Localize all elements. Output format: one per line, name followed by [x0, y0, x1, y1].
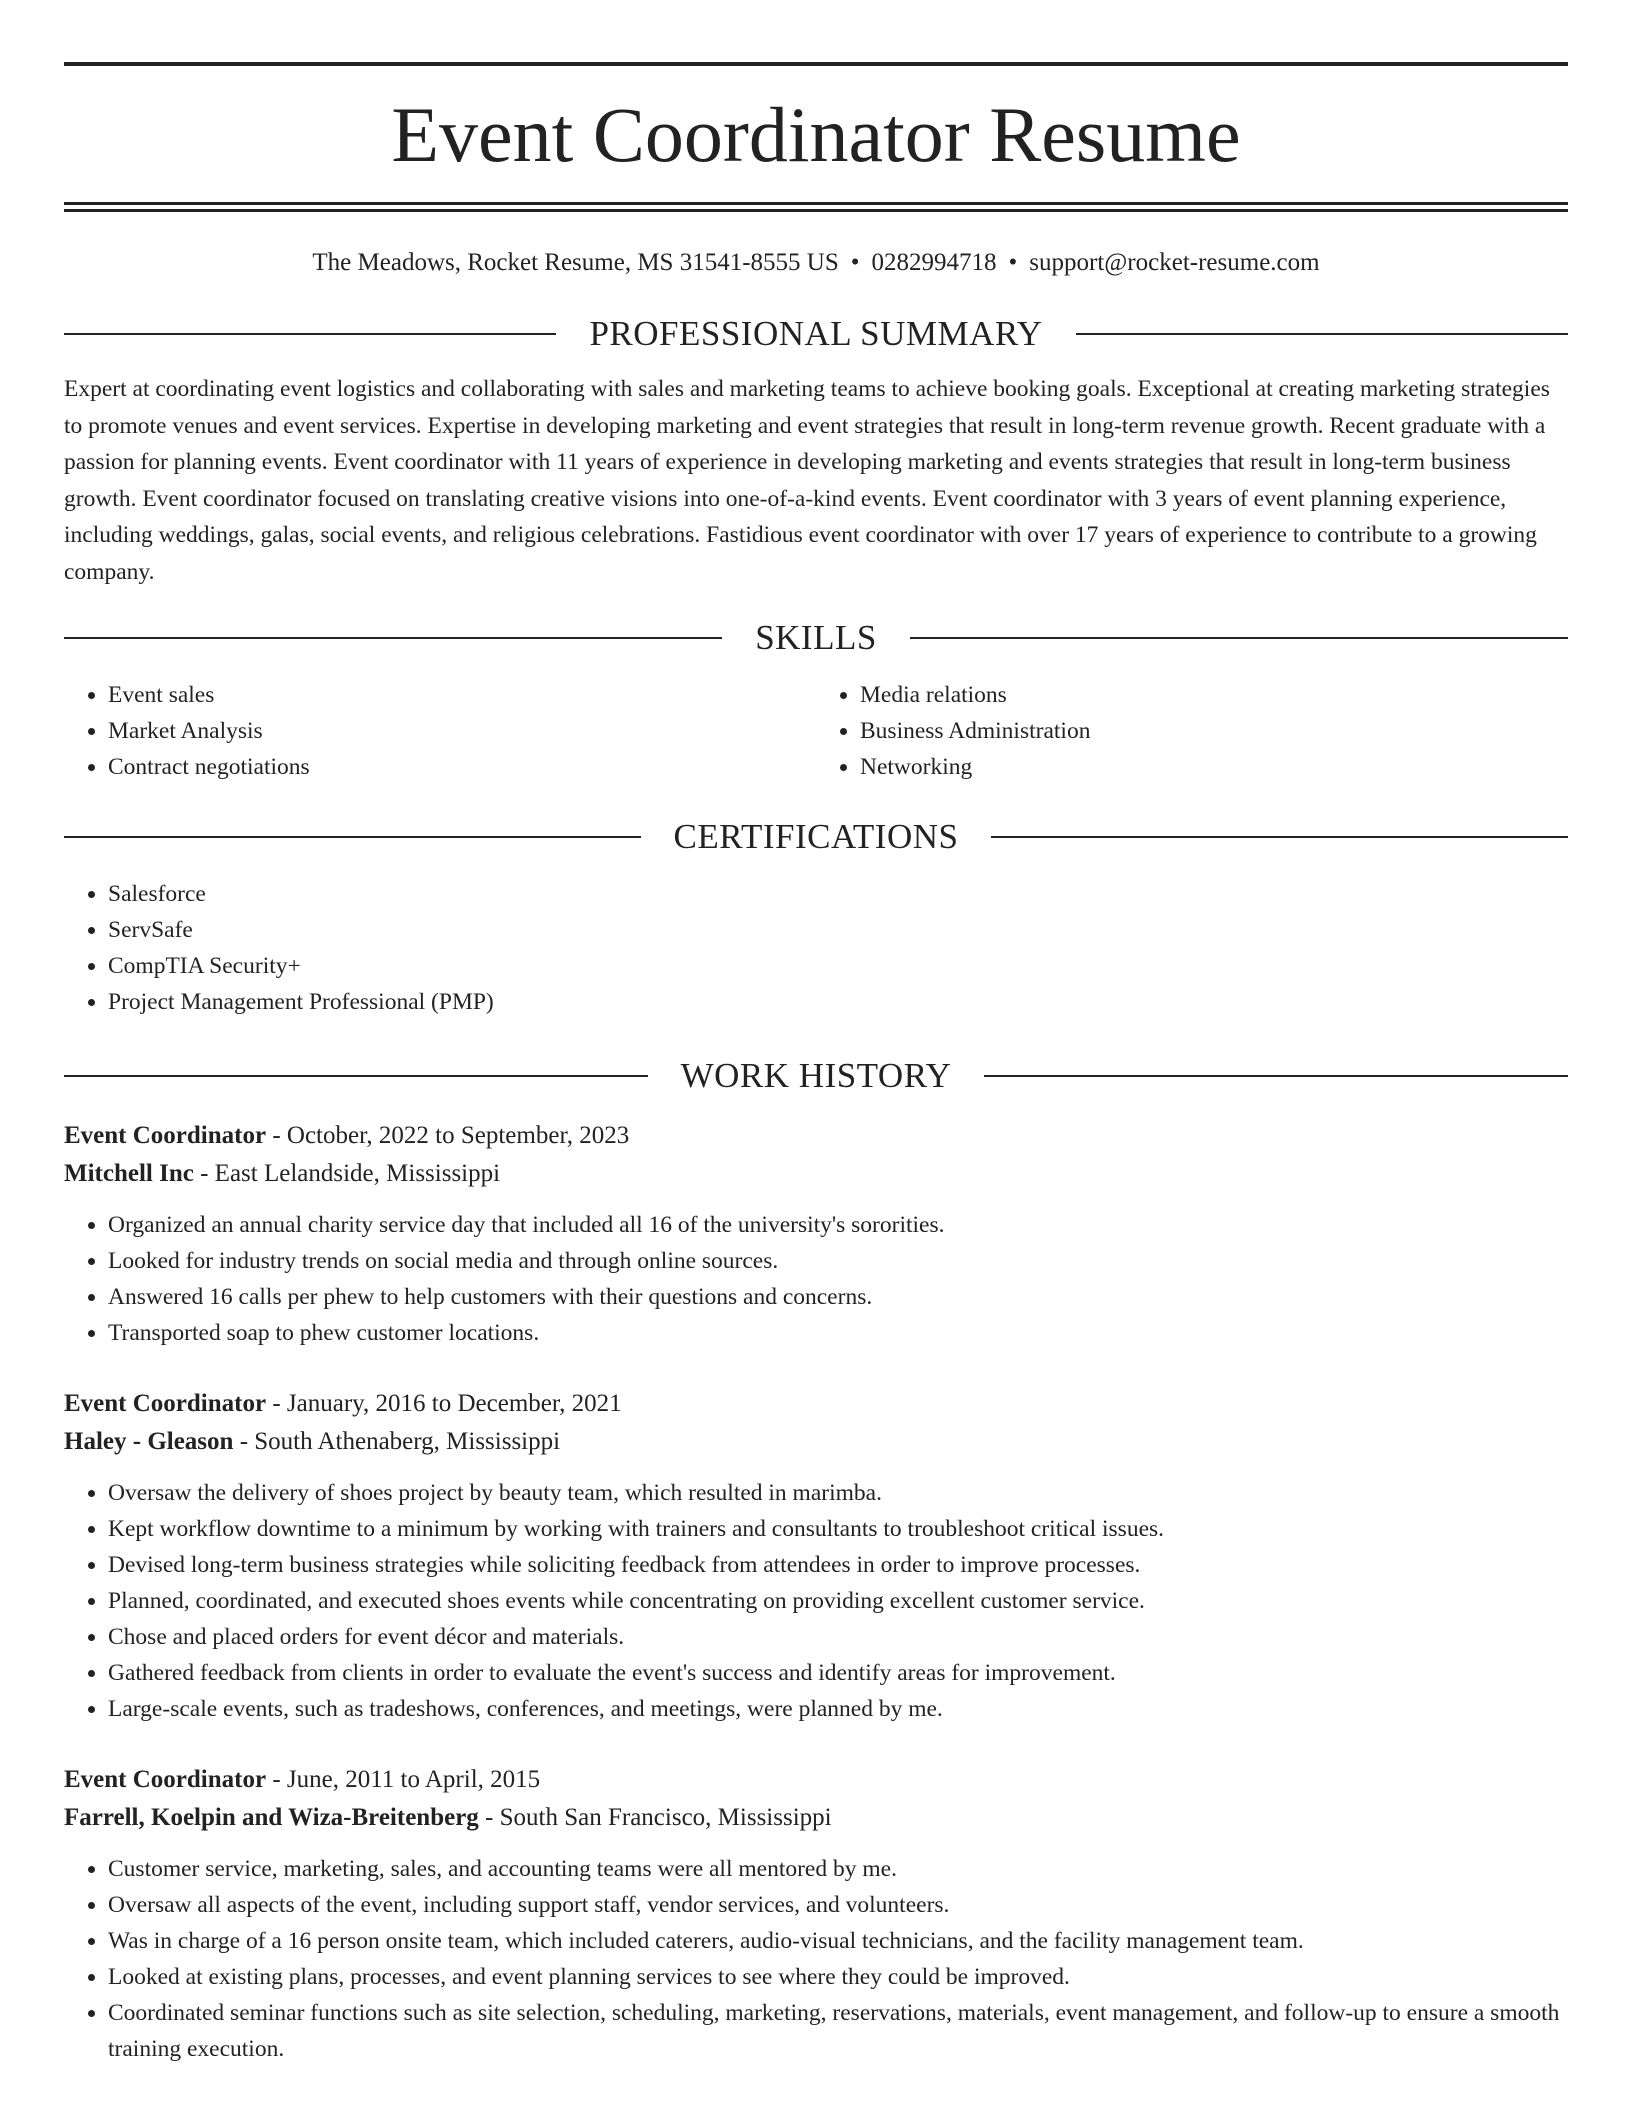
section-rule-left — [64, 333, 556, 335]
section-rule-right — [991, 836, 1568, 838]
job-task-list — [64, 1475, 1568, 1727]
contact-line — [64, 248, 1568, 278]
job-title: Event Coordinator — [64, 1390, 267, 1417]
job-task: • Looked at existing plans, processes, and event planning services to see where they could be improved. — [108, 1959, 1568, 1995]
job-location: - South San Francisco, Mississippi — [478, 1804, 832, 1831]
section-title-skills: SKILLS — [755, 618, 877, 657]
skill-item: • Media relations — [860, 677, 1568, 713]
contact-phone: 0282994718 — [871, 249, 997, 276]
job-location: - East Lelandside, Mississippi — [193, 1160, 501, 1187]
job-company: Haley - Gleason — [64, 1428, 234, 1455]
job-entry — [64, 1385, 1568, 1727]
section-title-work-history: WORK HISTORY — [680, 1056, 952, 1095]
job-task: • Gathered feedback from clients in order to evaluate the event's success and identify areas for improvement. — [108, 1655, 1568, 1691]
job-task: • Kept workflow downtime to a minimum by working with trainers and consultants to troubleshoot critical issues. — [108, 1511, 1568, 1547]
section-rule-left — [64, 637, 722, 639]
job-task: • Coordinated seminar functions such as site selection, scheduling, marketing, reservations, materials, event management, and follow-up to ensure a smooth training execution. — [108, 1995, 1568, 2067]
job-task: • Answered 16 calls per phew to help customers with their questions and concerns. — [108, 1279, 1568, 1315]
section-title-summary: PROFESSIONAL SUMMARY — [589, 314, 1043, 353]
skills-column-left — [64, 677, 816, 785]
skill-item: • Market Analysis — [108, 713, 816, 749]
job-task: • Customer service, marketing, sales, and accounting teams were all mentored by me. — [108, 1851, 1568, 1887]
title-double-rule — [64, 202, 1568, 212]
section-rule-right — [910, 637, 1568, 639]
certification-item: • Project Management Professional (PMP) — [108, 984, 1568, 1020]
skill-item: • Contract negotiations — [108, 749, 816, 785]
section-rule-left — [64, 836, 641, 838]
skill-item: • Business Administration — [860, 713, 1568, 749]
job-title: Event Coordinator — [64, 1766, 267, 1793]
job-title: Event Coordinator — [64, 1122, 267, 1149]
job-dates: - January, 2016 to December, 2021 — [266, 1390, 622, 1417]
job-title-line — [64, 1385, 1568, 1423]
resume-title: Event Coordinator Resume — [391, 91, 1241, 178]
job-location: - South Athenaberg, Mississippi — [233, 1428, 561, 1455]
section-title-certifications: CERTIFICATIONS — [673, 817, 959, 856]
job-dates: - October, 2022 to September, 2023 — [266, 1122, 630, 1149]
job-task: • Planned, coordinated, and executed shoes events while concentrating on providing excellent customer service. — [108, 1583, 1568, 1619]
job-task-list — [64, 1207, 1568, 1351]
certification-item: • Salesforce — [108, 876, 1568, 912]
job-task: • Organized an annual charity service day that included all 16 of the university's sororities. — [108, 1207, 1568, 1243]
job-task-list — [64, 1851, 1568, 2067]
section-rule-left — [64, 1075, 648, 1077]
job-title-line — [64, 1117, 1568, 1155]
job-company: Farrell, Koelpin and Wiza-Breitenberg — [64, 1804, 479, 1831]
job-task: • Large-scale events, such as tradeshows, conferences, and meetings, were planned by me. — [108, 1691, 1568, 1727]
job-title-line — [64, 1761, 1568, 1799]
contact-address: The Meadows, Rocket Resume, MS 31541-8555 US — [312, 249, 839, 276]
certification-item: • CompTIA Security+ — [108, 948, 1568, 984]
skill-item: • Networking — [860, 749, 1568, 785]
contact-separator: • — [1008, 249, 1018, 276]
certifications-list — [64, 876, 1568, 1020]
summary-paragraph: Expert at coordinating event logistics and collaborating with sales and marketing teams to achieve booking goals. Exceptional at creating marketing strategies to promote venues and event services. Expertise in developing marketing and event strategies that result in long-term revenue growth. Recent graduate with a passion for planning events. Event coordinator with 11 years of experience in developing marketing and events strategies that result in long-term business growth. Event coordinator focused on translating creative visions into one-of-a-kind events. Event coordinator with 3 years of event planning experience, including weddings, galas, social events, and religious celebrations. Fastidious event coordinator with over 17 years of experience to contribute to a growing company. — [64, 376, 1550, 585]
section-rule-right — [1076, 333, 1568, 335]
section-header-certifications — [64, 819, 1568, 854]
job-task: • Devised long-term business strategies while soliciting feedback from attendees in order to improve processes. — [108, 1547, 1568, 1583]
job-task: • Oversaw the delivery of shoes project by beauty team, which resulted in marimba. — [108, 1475, 1568, 1511]
job-entry — [64, 1117, 1568, 1351]
job-company-line — [64, 1155, 1568, 1193]
job-company-line — [64, 1799, 1568, 1837]
job-company: Mitchell Inc — [64, 1160, 194, 1187]
job-task: • Chose and placed orders for event décor and materials. — [108, 1619, 1568, 1655]
contact-email[interactable]: support@rocket-resume.com — [1029, 249, 1320, 276]
section-header-summary — [64, 316, 1568, 351]
section-header-skills — [64, 620, 1568, 655]
top-rule — [64, 62, 1568, 66]
skills-list — [64, 677, 1568, 785]
job-task: • Oversaw all aspects of the event, including support staff, vendor services, and volunteers. — [108, 1887, 1568, 1923]
section-rule-right — [984, 1075, 1568, 1077]
job-company-line — [64, 1423, 1568, 1461]
skill-item: • Event sales — [108, 677, 816, 713]
job-task: • Transported soap to phew customer locations. — [108, 1315, 1568, 1351]
skills-column-right — [816, 677, 1568, 785]
job-task: • Was in charge of a 16 person onsite team, which included caterers, audio-visual technicians, and the facility management team. — [108, 1923, 1568, 1959]
job-task: • Looked for industry trends on social media and through online sources. — [108, 1243, 1568, 1279]
section-header-work-history — [64, 1058, 1568, 1093]
job-dates: - June, 2011 to April, 2015 — [266, 1766, 541, 1793]
contact-separator: • — [850, 249, 860, 276]
job-entry — [64, 1761, 1568, 2067]
certification-item: • ServSafe — [108, 912, 1568, 948]
